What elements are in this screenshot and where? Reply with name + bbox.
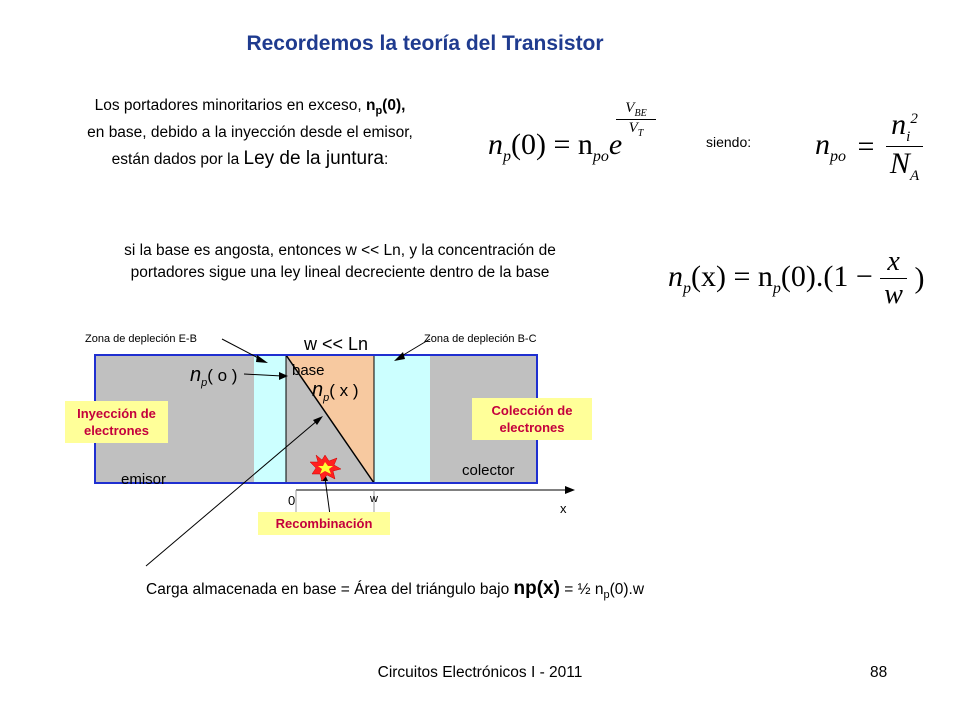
axis-zero-label: 0 <box>288 493 296 508</box>
linear-law-line-1: si la base es angosta, entonces w << Ln, y la concentración de <box>124 242 556 259</box>
injection-box: Inyección de electrones <box>65 401 168 443</box>
intro-line-1: Los portadores minoritarios en exceso, $n_p(0)$, <box>94 97 406 118</box>
junction-law-exponent: $V_{BE}$ $V_T$ <box>616 100 656 139</box>
linear-profile-equation: $n_p(x) = n_p(0).(1$ − $\frac{x}{w}$ ) <box>668 246 925 310</box>
depletion-zone-bc <box>374 355 430 483</box>
np-x-label: $n_p^{( x )}$ <box>312 379 359 404</box>
np-o-label: $n_p^{( o )}$ <box>190 364 238 389</box>
zone-eb-label: Zona de depleción E-B <box>85 333 197 345</box>
siendo-label: siendo: <box>706 134 752 150</box>
charge-statement: Carga almacenada en base = Área del triángulo bajo np(x) = ½ $n_p(0).w$ <box>146 578 645 602</box>
axis-w-label: w <box>370 493 378 505</box>
w-ln-label: w << Ln <box>304 334 369 354</box>
axis-x-label: x <box>560 501 567 516</box>
colector-label: colector <box>462 462 515 479</box>
footer-course: Circuitos Electrónicos I - 2011 <box>377 664 583 681</box>
emisor-label: emisor <box>121 471 167 488</box>
linear-law-line-2: portadores sigue una ley lineal decreciente dentro de la base <box>130 264 550 281</box>
collection-box: Colección de electrones <box>472 398 592 440</box>
junction-law-equation: $n_p(0) = n_{po}e$ <box>488 128 623 165</box>
zone-bc-label: Zona de depleción B-C <box>424 333 537 345</box>
recombination-box: Recombinación <box>258 512 390 535</box>
x-axis-arrow <box>565 486 575 494</box>
footer-page-number: 88 <box>870 664 888 681</box>
slide-title: Recordemos la teoría del Transistor <box>246 32 604 55</box>
npo-equation: $n_{po}$ = $\frac{n_i^2}{N_A}$ <box>815 108 923 185</box>
intro-line-2: en base, debido a la inyección desde el emisor, <box>87 124 413 142</box>
base-label: base <box>292 362 325 379</box>
intro-line-3: están dados por la Ley de la juntura: <box>111 148 389 170</box>
